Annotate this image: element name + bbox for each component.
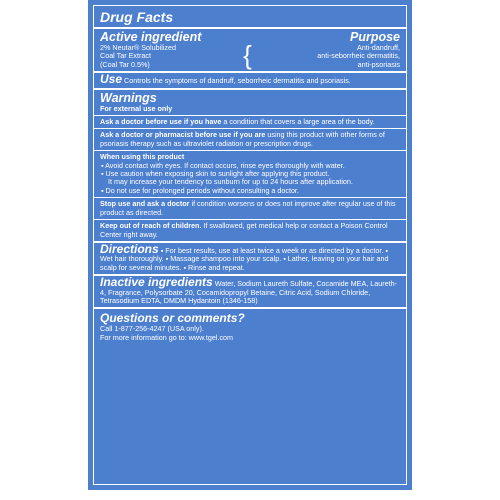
active-ingredient-heading: Active ingredient <box>100 30 202 44</box>
stop-use-label: Stop use and ask a doctor <box>100 199 190 209</box>
ask-pharmacist-label: Ask a doctor or pharmacist before use if you are <box>100 130 266 140</box>
external-use-note: For external use only <box>100 103 173 113</box>
warning-bullet: ▪ Do not use for prolonged periods without consulting a doctor. <box>101 185 299 195</box>
keep-out-block <box>100 222 400 239</box>
active-line: Coal Tar Extract <box>100 51 151 61</box>
when-using-label: When using this product <box>100 152 185 162</box>
warning-bullet-continued: It may increase your tendency to sunburn for up to 24 hours after application. <box>108 177 353 187</box>
ask-doctor-text: a condition that covers a large area of the body. <box>221 117 375 127</box>
purpose-list <box>243 40 400 70</box>
questions-web: For more information go to: www.tgel.com <box>100 332 234 342</box>
use-text: Controls the symptoms of dandruff, seborrheic dermatitis and psoriasis. <box>124 76 351 86</box>
directions-heading: Directions <box>100 241 159 256</box>
inactive-heading: Inactive ingredients <box>100 275 213 290</box>
warning-bullet: ▪ Use caution when exposing skin to sunlight after applying this product. <box>101 169 330 179</box>
brace-icon: { <box>243 40 252 70</box>
stop-use-block <box>100 200 400 217</box>
warning-bullet: ▪ Avoid contact with eyes. If contact occurs, rinse eyes thoroughly with water. <box>101 160 345 170</box>
divider <box>94 150 406 151</box>
keep-out-label: Keep out of reach of children. <box>100 221 202 231</box>
drug-facts-panel <box>88 0 412 490</box>
directions-section <box>100 241 400 272</box>
inactive-text: Water, Sodium Laureth Sulfate, Cocamide MEA, Laureth-4, Fragrance, Polysorbate 20, Cocamidopropyl Betaine, Citric Acid, Sodium Chloride, Tetrasodium EDTA, DMDM Hydantoin (1346-158) <box>100 279 398 305</box>
directions-text: ▪ For best results, use at least twice a week or as directed by a doctor. ▪ Wet hair thoroughly. ▪ Massage shampoo into your scalp. ▪ Lather, leaving on your hair and scalp for several minutes. ▪ Rinse and repeat. <box>100 245 389 272</box>
divider <box>94 71 406 73</box>
purpose-heading: Purpose <box>349 30 400 44</box>
warnings-heading: Warnings <box>100 90 157 105</box>
active-ingredient-list <box>100 44 245 69</box>
divider <box>94 27 406 29</box>
drug-facts-frame <box>93 5 407 485</box>
active-ingredient-section <box>100 40 400 70</box>
drug-facts-title: Drug Facts <box>100 9 174 25</box>
divider <box>94 128 406 129</box>
divider <box>94 219 406 220</box>
divider <box>94 115 406 116</box>
divider <box>94 197 406 198</box>
ask-pharmacist-block <box>100 131 400 148</box>
ask-pharmacist-text: using this product with other forms of psoriasis therapy such as ultraviolet radiation or prescription drugs. <box>100 130 385 148</box>
questions-phone: Call 1-877-256-4247 (USA only). <box>100 324 204 334</box>
ask-doctor-block <box>100 118 400 126</box>
use-heading: Use <box>100 72 123 87</box>
active-line: 2% Neutar® Solubilized <box>100 43 177 52</box>
inactive-section <box>100 275 400 305</box>
purpose-line: Anti-dandruff, <box>356 43 400 52</box>
ask-doctor-label: Ask a doctor before use if you have <box>100 117 222 127</box>
use-section <box>100 72 400 87</box>
divider <box>94 307 406 309</box>
purpose-line: anti-psoriasis <box>357 59 400 69</box>
questions-heading: Questions or comments? <box>100 311 245 326</box>
active-line: (Coal Tar 0.5%) <box>100 59 150 69</box>
purpose-line: anti-seborrheic dermatitis, <box>317 51 400 61</box>
divider <box>94 88 406 90</box>
stop-use-text: if condition worsens or does not improve after regular use of this product as directed. <box>100 199 396 217</box>
when-using-block <box>100 153 400 195</box>
keep-out-text: If swallowed, get medical help or contact a Poison Control Center right away. <box>100 221 388 239</box>
